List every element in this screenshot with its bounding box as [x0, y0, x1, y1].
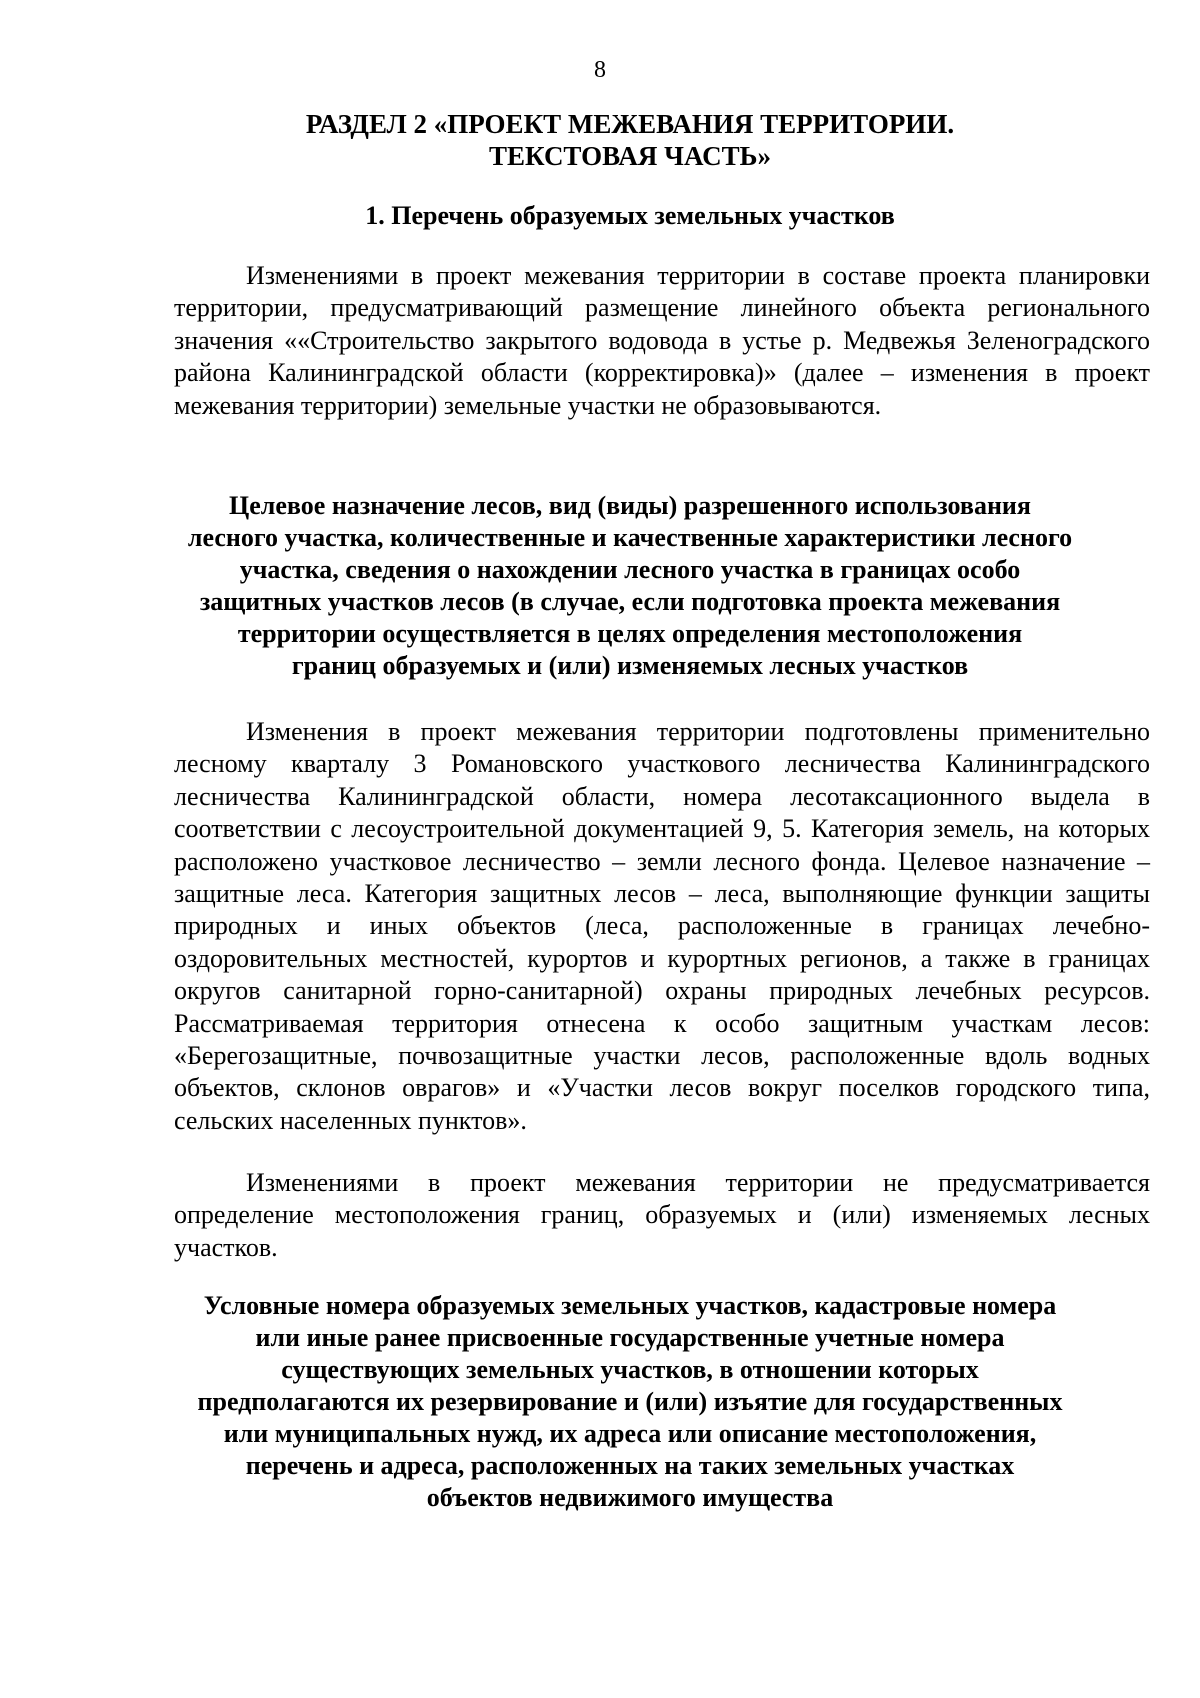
- heading-3-line-5: или муниципальных нужд, их адреса или описание местоположения,: [223, 1419, 1037, 1448]
- section-title-line-1: РАЗДЕЛ 2 «ПРОЕКТ МЕЖЕВАНИЯ ТЕРРИТОРИИ.: [305, 109, 955, 139]
- heading-1-text: 1. Перечень образуемых земельных участков: [365, 201, 895, 230]
- section-title-line-2: ТЕКСТОВАЯ ЧАСТЬ»: [489, 141, 771, 171]
- heading-2-line-1: Целевое назначение лесов, вид (виды) разрешенного использования: [229, 491, 1031, 520]
- paragraph-2-text: Изменения в проект межевания территории подготовлены применительно лесному кварталу 3 Романовского участкового лесничества Калининградского лесничества Калининградской области, номера лесотаксационного выдела в соответствии с лесоустроительной документацией 9, 5. Категория земель, на которых расположено участковое лесничество – земли лесного фонда. Целевое назначение – защитные леса. Категория защитных лесов – леса, выполняющие функции защиты природных и иных объектов (леса, расположенные в границах лечебно-оздоровительных местностей, курортов и курортных регионов, а также в границах округов санитарной горно-санитарной) охраны природных лечебных ресурсов. Рассматриваемая территория отнесена к особо защитным участкам лесов: «Берегозащитные, почвозащитные участки лесов, расположенные вдоль водных объектов, склонов оврагов» и «Участки лесов вокруг поселков городского типа, сельских населенных пунктов».: [174, 717, 1150, 1135]
- heading-reservation-numbers: [170, 1290, 1090, 1514]
- paragraph-1-text: Изменениями в проект межевания территории в составе проекта планировки территории, предусматривающий размещение линейного объекта регионального значения ««Строительство закрытого водовода в устье р. Медвежья Зеленоградского района Калининградской области (корректировка)» (далее – изменения в проект межевания территории) земельные участки не образовываются.: [174, 261, 1150, 420]
- heading-3-line-6: перечень и адреса, расположенных на таких земельных участках: [245, 1451, 1015, 1480]
- heading-3-line-1: Условные номера образуемых земельных участков, кадастровые номера: [203, 1291, 1057, 1320]
- paragraph-land-plots: [174, 260, 1150, 422]
- heading-forest-purpose: [170, 490, 1090, 682]
- page-number: 8: [594, 57, 606, 83]
- heading-2-line-3: участка, сведения о нахождении лесного участка в границах особо: [239, 555, 1021, 584]
- heading-2-line-6: границ образуемых и (или) изменяемых лесных участков: [291, 651, 969, 680]
- heading-2-line-5: территории осуществляется в целях определения местоположения: [237, 619, 1023, 648]
- heading-formed-land-plots: [170, 200, 1090, 232]
- heading-2-line-4: защитных участков лесов (в случае, если подготовка проекта межевания: [199, 587, 1061, 616]
- heading-3-line-2: или иные ранее присвоенные государственные учетные номера: [255, 1323, 1005, 1352]
- heading-3-line-3: существующих земельных участков, в отношении которых: [281, 1355, 979, 1384]
- paragraph-forest-quarter: [174, 716, 1150, 1137]
- heading-3-line-7: объектов недвижимого имущества: [426, 1483, 834, 1512]
- heading-3-line-4: предполагаются их резервирование и (или) изъятие для государственных: [197, 1387, 1063, 1416]
- heading-2-line-2: лесного участка, количественные и качественные характеристики лесного: [187, 523, 1073, 552]
- section-title: [170, 108, 1090, 172]
- paragraph-3-text: Изменениями в проект межевания территории не предусматривается определение местоположения границ, образуемых и (или) изменяемых лесных участков.: [174, 1168, 1150, 1262]
- paragraph-forest-boundaries: [174, 1167, 1150, 1264]
